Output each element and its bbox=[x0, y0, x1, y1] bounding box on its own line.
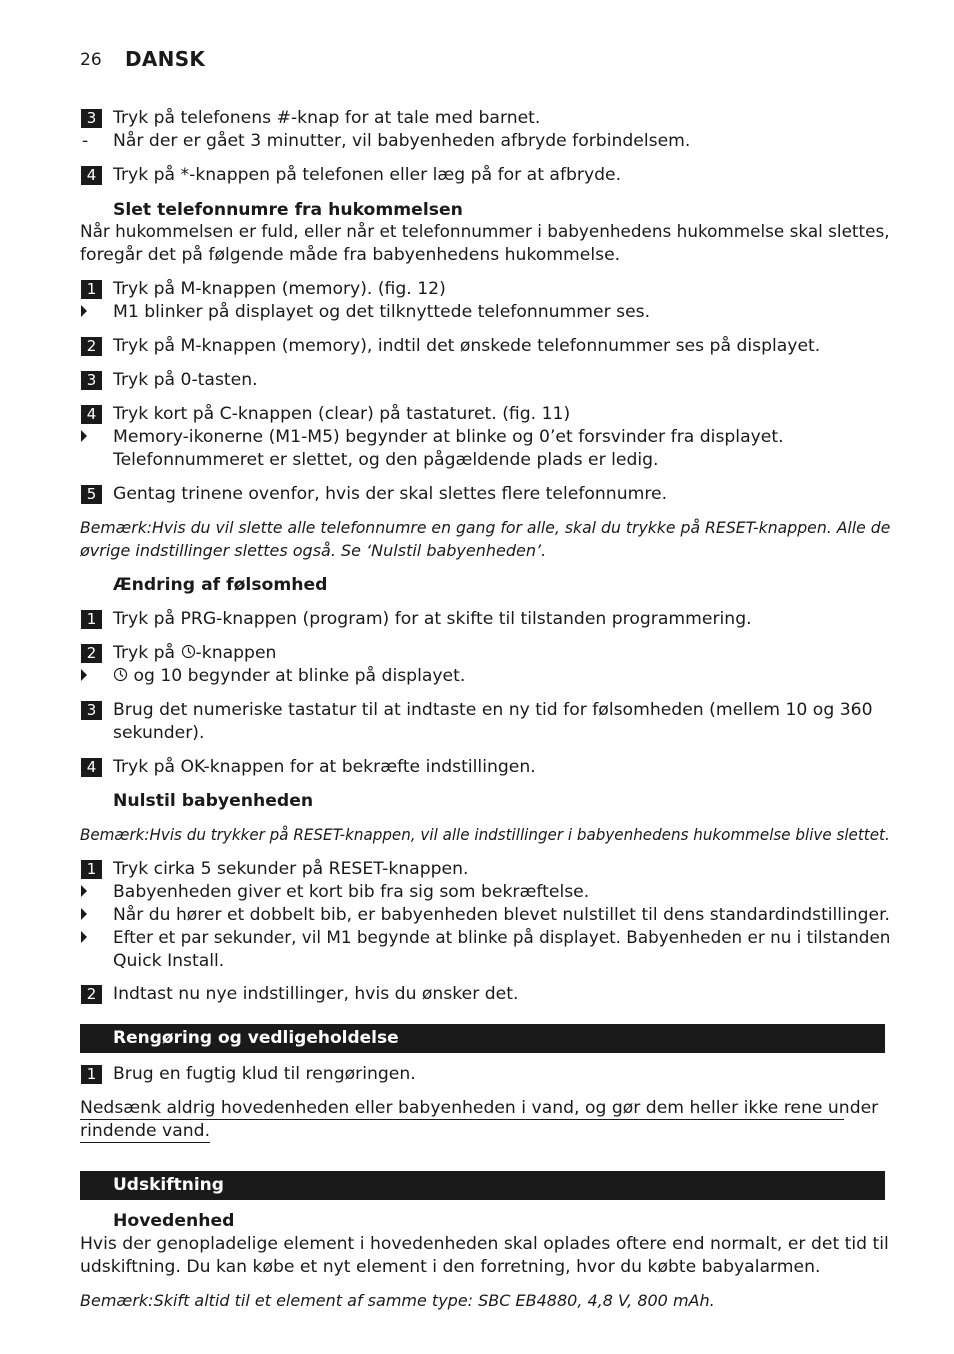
section-heading: Slet telefonnumre fra hukommelsen bbox=[113, 200, 463, 220]
sub-item-text: Når der er gået 3 minutter, vil babyenheden afbryde forbindelsem. bbox=[113, 131, 691, 151]
section-heading: Nulstil babyenheden bbox=[113, 791, 314, 811]
result-arrow-icon bbox=[81, 908, 87, 920]
clock-icon bbox=[113, 667, 128, 682]
step-number: 4 bbox=[81, 166, 102, 185]
step-number: 1 bbox=[81, 860, 102, 879]
result-arrow-icon bbox=[81, 669, 87, 681]
paragraph-line: foregår det på følgende måde fra babyenhedens hukommelse. bbox=[80, 245, 621, 265]
result-text: Babyenheden giver et kort bib fra sig som bekræftelse. bbox=[113, 882, 590, 902]
step-text: Tryk på OK-knappen for at bekræfte indstillingen. bbox=[113, 757, 536, 777]
result-text: Telefonnummeret er slettet, og den pågældende plads er ledig. bbox=[113, 450, 659, 470]
step-number: 1 bbox=[81, 280, 102, 299]
step-text: sekunder). bbox=[113, 723, 205, 743]
paragraph-line: Når hukommelsen er fuld, eller når et telefonnummer i babyenhedens hukommelse skal slettes, bbox=[80, 222, 890, 242]
step-text: Tryk på 0-tasten. bbox=[113, 370, 258, 390]
step-number: 4 bbox=[81, 405, 102, 424]
step-text: Gentag trinene ovenfor, hvis der skal slettes flere telefonnumre. bbox=[113, 484, 668, 504]
step-number: 1 bbox=[81, 610, 102, 629]
warning-text: rindende vand. bbox=[80, 1121, 211, 1141]
step-number: 2 bbox=[81, 985, 102, 1004]
result-arrow-icon bbox=[81, 305, 87, 317]
step-number: 3 bbox=[81, 701, 102, 720]
note-text: øvrige indstillinger slettes også. Se ‘Nulstil babyenheden’. bbox=[80, 541, 547, 560]
step-number: 5 bbox=[81, 485, 102, 504]
result-arrow-icon bbox=[81, 885, 87, 897]
step-number: 2 bbox=[81, 337, 102, 356]
section-bar-replacement bbox=[80, 1171, 885, 1200]
clock-icon bbox=[181, 644, 196, 659]
step-text: Tryk på M-knappen (memory), indtil det ønskede telefonnummer ses på displayet. bbox=[113, 336, 821, 356]
result-text: Memory-ikonerne (M1-M5) begynder at blinke og 0’et forsvinder fra displayet. bbox=[113, 427, 784, 447]
step-text: Brug en fugtig klud til rengøringen. bbox=[113, 1064, 416, 1084]
step-text: Indtast nu nye indstillinger, hvis du ønsker det. bbox=[113, 984, 519, 1004]
dash-bullet: - bbox=[82, 131, 89, 151]
result-arrow-icon bbox=[81, 931, 87, 943]
section-heading: Hovedenhed bbox=[113, 1211, 235, 1231]
step-number: 4 bbox=[81, 758, 102, 777]
step-text: Tryk på M-knappen (memory). (fig. 12) bbox=[113, 279, 446, 299]
step-text: Tryk kort på C-knappen (clear) på tastaturet. (fig. 11) bbox=[113, 404, 571, 424]
result-text: M1 blinker på displayet og det tilknyttede telefonnummer ses. bbox=[113, 302, 651, 322]
step-number: 2 bbox=[81, 644, 102, 663]
section-bar-cleaning bbox=[80, 1024, 885, 1053]
step-text bbox=[113, 642, 276, 664]
result-text bbox=[113, 665, 465, 687]
result-text: Når du hører et dobbelt bib, er babyenheden blevet nulstillet til dens standardindstillinger. bbox=[113, 905, 890, 925]
warning-text: Nedsænk aldrig hovedenheden eller babyenheden i vand, og gør dem heller ikke rene under bbox=[80, 1098, 879, 1118]
section-bar-title: Rengøring og vedligeholdelse bbox=[113, 1028, 399, 1048]
paragraph-line: udskiftning. Du kan købe et nyt element i den forretning, hvor du købte babyalarmen. bbox=[80, 1257, 821, 1277]
result-arrow-icon bbox=[81, 430, 87, 442]
paragraph-line: Hvis der genopladelige element i hovedenheden skal oplades oftere end normalt, er det tid til bbox=[80, 1234, 889, 1254]
section-bar-title: Udskiftning bbox=[113, 1175, 224, 1195]
note-text: Bemærk:Skift altid til et element af samme type: SBC EB4880, 4,8 V, 800 mAh. bbox=[80, 1291, 715, 1310]
language-heading: DANSK bbox=[125, 47, 206, 71]
note-text: Bemærk:Hvis du trykker på RESET-knappen, vil alle indstillinger i babyenhedens hukommelse blive slettet. bbox=[80, 825, 890, 844]
step-number: 3 bbox=[81, 109, 102, 128]
note-text: Bemærk:Hvis du vil slette alle telefonnumre en gang for alle, skal du trykke på RESET-knappen. Alle de bbox=[80, 518, 891, 537]
step-text: Tryk på PRG-knappen (program) for at skifte til tilstanden programmering. bbox=[113, 609, 752, 629]
step-text: Brug det numeriske tastatur til at indtaste en ny tid for følsomheden (mellem 10 og 360 bbox=[113, 700, 873, 720]
step-text-part: -knappen bbox=[195, 643, 277, 663]
result-text: Efter et par sekunder, vil M1 begynde at blinke på displayet. Babyenheden er nu i tilstanden bbox=[113, 928, 891, 948]
step-text-part: Tryk på bbox=[113, 643, 181, 663]
step-text: Tryk på telefonens #-knap for at tale med barnet. bbox=[113, 108, 541, 128]
step-text: Tryk cirka 5 sekunder på RESET-knappen. bbox=[113, 859, 469, 879]
page-number: 26 bbox=[80, 50, 102, 70]
step-text: Tryk på *-knappen på telefonen eller læg på for at afbryde. bbox=[113, 165, 622, 185]
result-text: Quick Install. bbox=[113, 951, 225, 971]
step-number: 1 bbox=[81, 1065, 102, 1084]
result-text-part: og 10 begynder at blinke på displayet. bbox=[128, 666, 466, 686]
section-heading: Ændring af følsomhed bbox=[113, 575, 328, 595]
step-number: 3 bbox=[81, 371, 102, 390]
